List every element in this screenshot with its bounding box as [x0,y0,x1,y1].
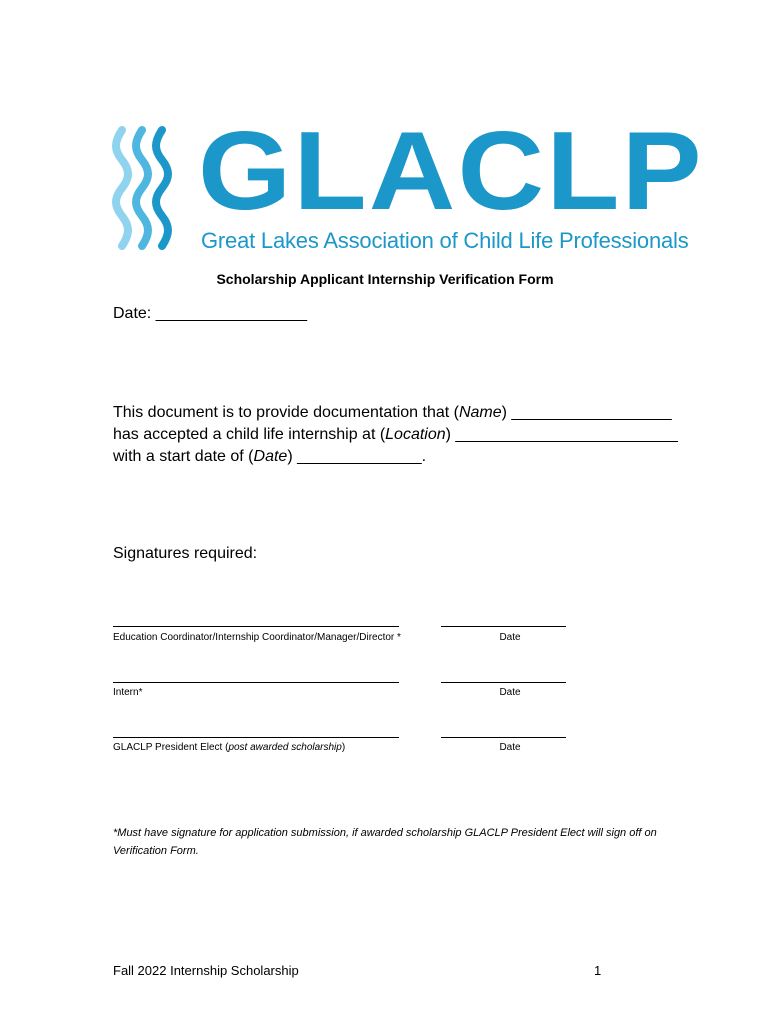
date-label-coordinator: Date [499,632,521,643]
name-field-label: Name [458,404,502,421]
president-label-note: post awarded scholarship [228,742,342,753]
glaclp-waves-logo-icon [112,126,184,256]
signature-label-intern: Intern* [113,687,143,698]
start-date-blank: ) ______________. [287,448,427,465]
body-line-3-text: with a start date of ( [113,448,254,465]
date-line: Date: _________________ [113,305,307,322]
president-label-close: ) [341,742,346,753]
body-line-2-text: has accepted a child life internship at ( [113,426,386,443]
page-number: 1 [594,963,602,978]
location-field-label: Location [385,426,446,443]
signature-line-intern [113,682,399,683]
date-line-intern [441,682,566,683]
date-label-president: Date [499,742,521,753]
president-label-text: GLACLP President Elect ( [113,742,229,753]
body-paragraph [113,402,678,468]
form-title: Scholarship Applicant Internship Verification Form [216,271,554,287]
start-date-field-label: Date [253,448,288,465]
body-line-1 [113,402,678,424]
signature-line-president [113,737,399,738]
body-line-3 [113,446,678,468]
logo-wordmark: GLACLP [198,109,704,233]
date-label-intern: Date [499,687,521,698]
footer-text: Fall 2022 Internship Scholarship [113,963,299,978]
signatures-heading: Signatures required: [113,545,258,562]
date-line-president [441,737,566,738]
body-line-2 [113,424,678,446]
location-blank: ) _________________________ [445,426,678,443]
signature-line-coordinator [113,626,399,627]
body-line-1-text: This document is to provide documentation that ( [113,404,459,421]
signature-label-president [113,742,345,753]
logo-tagline: Great Lakes Association of Child Life Professionals [201,228,689,253]
submission-note: *Must have signature for application submission, if awarded scholarship GLACLP President Elect will sign off on Verification Form. [113,827,657,857]
date-line-coordinator [441,626,566,627]
name-blank: ) __________________ [501,404,672,421]
signature-label-coordinator: Education Coordinator/Internship Coordinator/Manager/Director * [113,632,401,643]
